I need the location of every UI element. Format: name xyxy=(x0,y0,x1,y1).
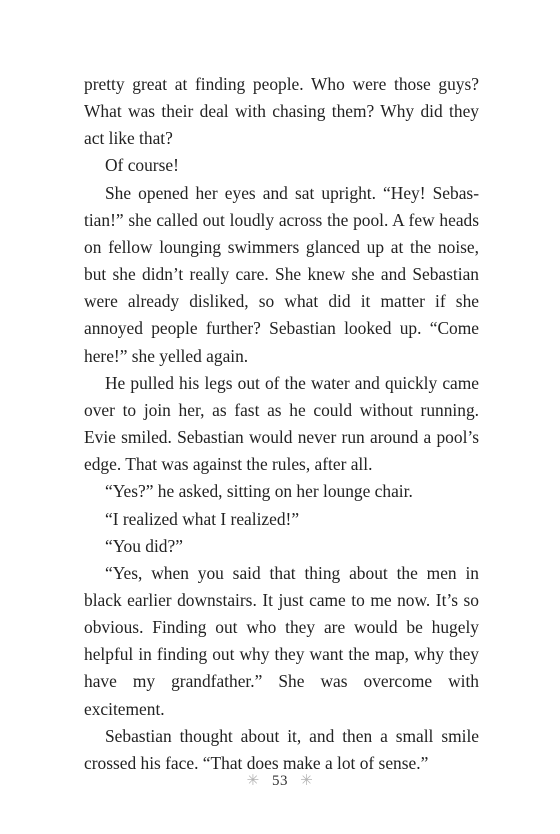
page-number: 53 xyxy=(272,773,288,789)
paragraph: “Yes?” he asked, sitting on her lounge chair. xyxy=(105,481,413,502)
page-footer xyxy=(0,771,560,790)
paragraph: “I realized what I realized!” xyxy=(105,508,300,529)
paragraph: He pulled his legs out of the water and quickly came over to join her, as fast as he could without running. Evie smiled. Sebastian would never run around a pool’s edge. That was against the rules, after all. xyxy=(84,372,479,475)
paragraph: “You did?” xyxy=(105,535,183,556)
asterisk-ornament-icon: ✳ xyxy=(300,773,314,789)
paragraph: “Yes, when you said that thing about the men in black earlier downstairs. It just came to me now. It’s so obvious. Finding out who they are would be hugely helpful in finding out why they want the map, why they have my grandfather.” She was overcome with excitement. xyxy=(84,562,479,719)
paragraph: pretty great at finding people. Who were those guys? What was their deal with chasing them? Why did they act like that? xyxy=(84,74,479,149)
page-body xyxy=(84,71,479,777)
paragraph: Sebastian thought about it, and then a small smile crossed his face. “That does make a lot of sense.” xyxy=(84,725,479,773)
paragraph: She opened her eyes and sat upright. “Hey! Sebastian!” she called out loudly across the pool. A few heads on fellow lounging swimmers glanced up at the noise, but she didn’t really care. She knew she and Sebastian were already disliked, so what did it matter if she annoyed people further? Sebastian looked up. “Come here!” she yelled again. xyxy=(84,182,479,366)
asterisk-ornament-icon: ✳ xyxy=(246,773,260,789)
paragraph: Of course! xyxy=(105,155,179,176)
